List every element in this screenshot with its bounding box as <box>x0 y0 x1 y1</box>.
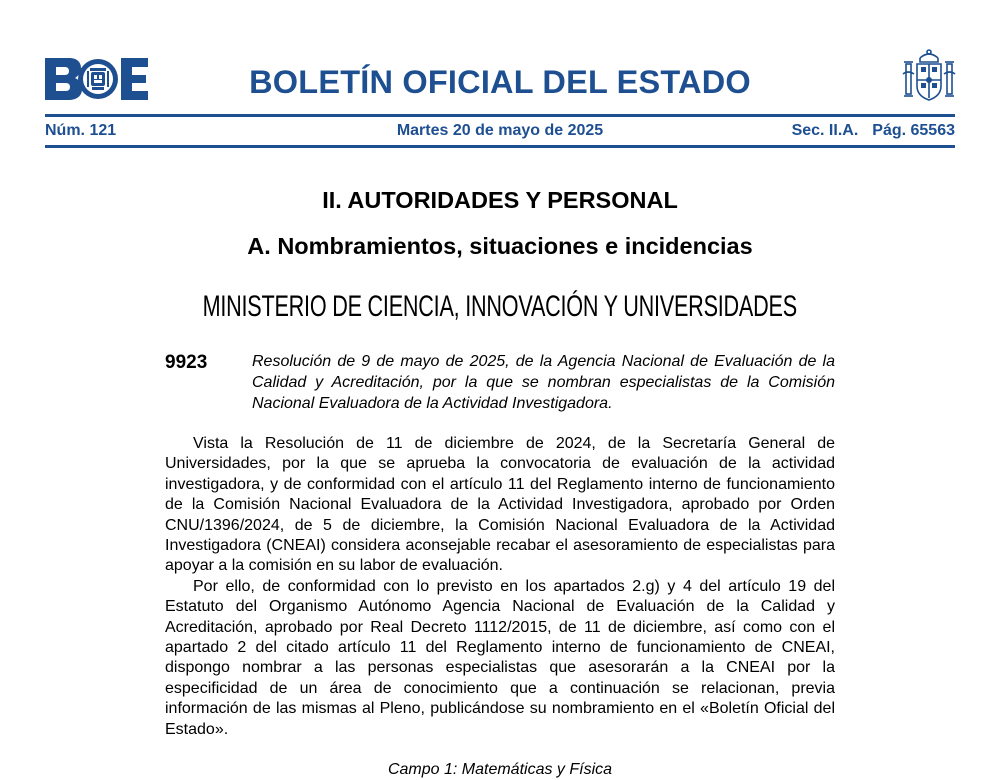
issue-number: Núm. 121 <box>45 122 117 139</box>
section-code: Sec. II.A. <box>791 122 859 139</box>
header-rule-top <box>45 114 955 117</box>
gazette-title: BOLETÍN OFICIAL DEL ESTADO <box>249 64 751 100</box>
resolution-number: 9923 <box>165 352 208 373</box>
section-page <box>792 121 955 141</box>
page-number: Pág. 65563 <box>872 122 955 139</box>
subsection-title: A. Nombramientos, situaciones e incidencias <box>247 233 753 259</box>
gazette-meta-row <box>45 121 955 141</box>
issue-date: Martes 20 de mayo de 2025 <box>396 122 604 139</box>
section-title: II. AUTORIDADES Y PERSONAL <box>322 187 678 213</box>
boe-logo-icon <box>45 58 148 100</box>
resolution-body <box>165 434 835 740</box>
ministry-heading <box>0 287 1000 327</box>
body-paragraph: Vista la Resolución de 11 de diciembre de 2024, de la Secretaría General de Universidades, por la que se aprueba la convocatoria de evaluación de la actividad investigadora, y de conformidad con el artículo 11 del Reglamento interno de funcionamiento de la Comisión Nacional Evaluadora de la Actividad Investigadora, aprobado por Orden CNU/1396/2024, de 5 de diciembre, la Comisión Nacional Evaluadora de la Actividad Investigadora (CNEAI) considera aconsejable recabar el asesoramiento de especialistas para apoyar a la comisión en su labor de evaluación. <box>165 435 835 575</box>
campo-heading: Campo 1: Matemáticas y Física <box>387 761 613 778</box>
coat-of-arms-icon <box>902 48 956 106</box>
body-paragraph: Por ello, de conformidad con lo previsto en los apartados 2.g) y 4 del artículo 19 del Estatuto del Organismo Autónomo Agencia Nacional de Evaluación de la Calidad y Acreditación, aprobado por Real Decreto 1112/2015, de 11 de diciembre, así como con el apartado 2 del citado artículo 11 del Reglamento interno de funcionamiento de CNEAI, dispongo nombrar a las personas especialistas que asesorarán a la CNEAI por la especificidad de un área de conocimiento que a continuación se relacionan, previa información de las mismas al Pleno, publicándose su nombramiento en el «Boletín Oficial del Estado». <box>165 577 835 738</box>
ministry-name: MINISTERIO DE CIENCIA, INNOVACIÓN Y UNIVERSIDADES <box>202 290 798 323</box>
header-rule-bottom <box>45 145 955 148</box>
resolution-summary: Resolución de 9 de mayo de 2025, de la Agencia Nacional de Evaluación de la Calidad y Acreditación, por la que se nombran especialistas de la Comisión Nacional Evaluadora de la Actividad Investigadora. <box>252 353 835 412</box>
